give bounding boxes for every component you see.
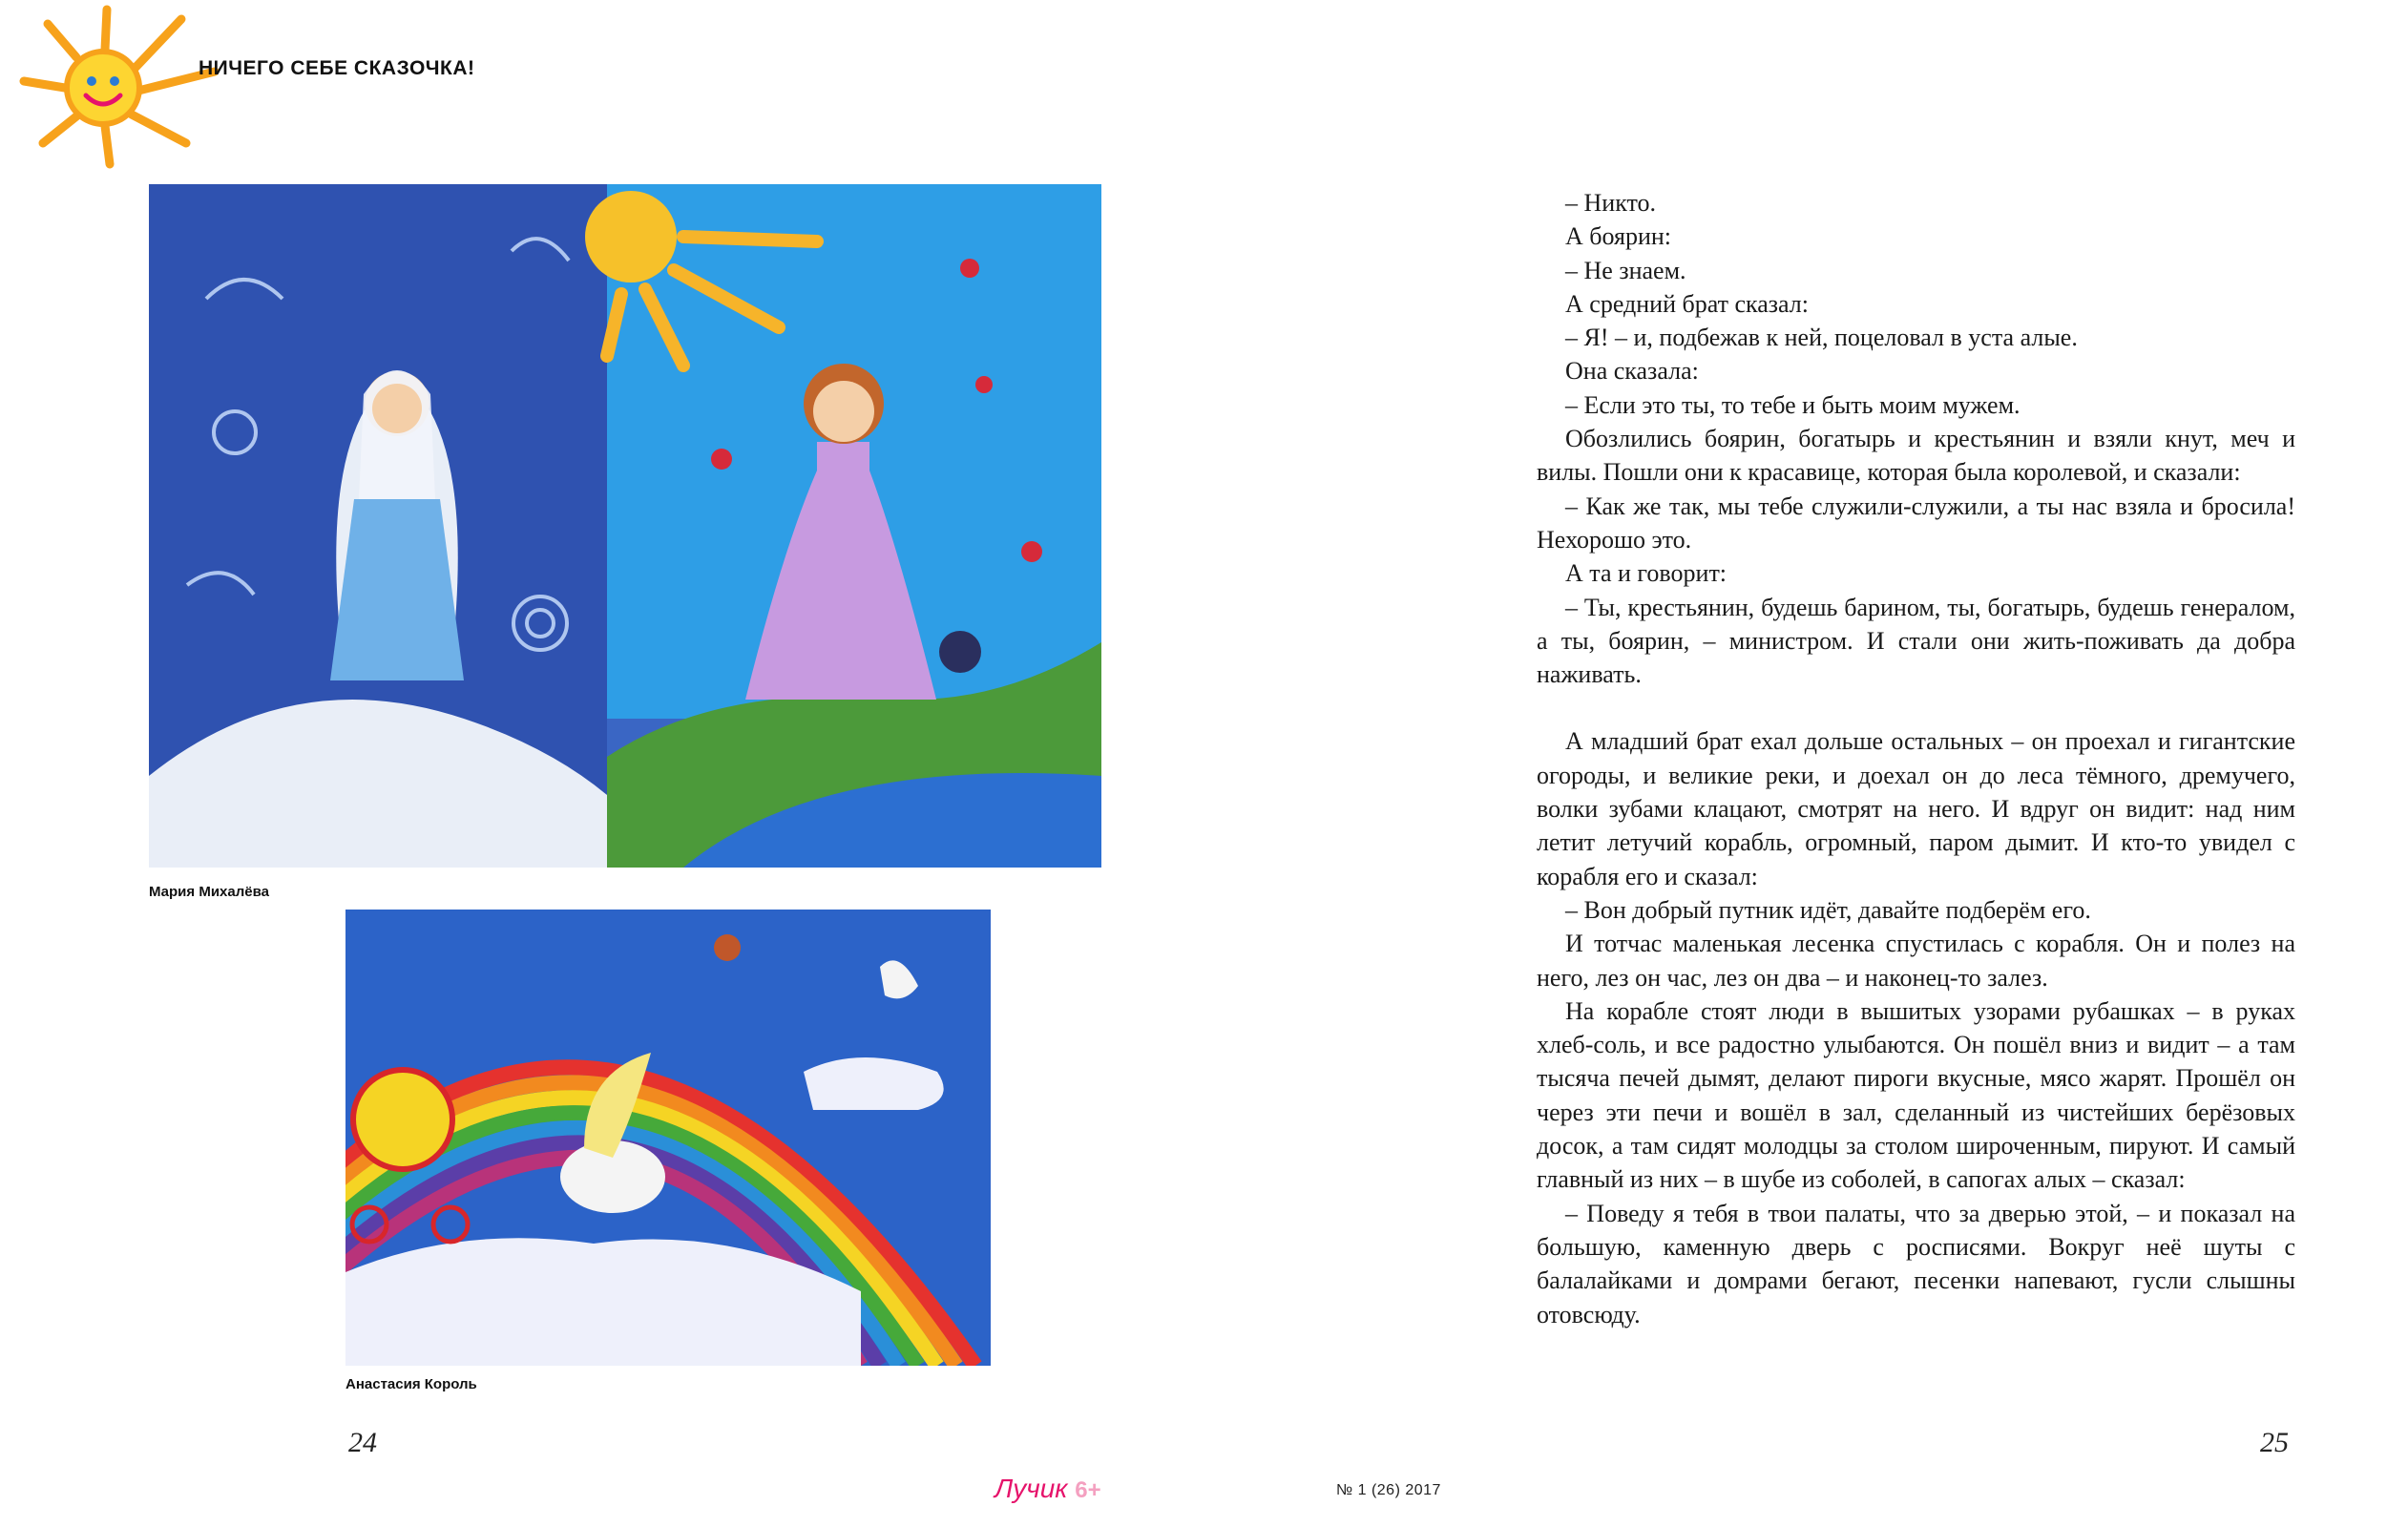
story-paragraph: – Поведу я тебя в твои палаты, что за дверью этой, – и показал на большую, каменную дверь с росписями. Вокруг неё шуты с балалайками и домрами бегают, песенки напевают, гусли слышны отовсюду. — [1537, 1199, 2295, 1328]
illustration-caption: Анастасия Король — [345, 1376, 477, 1392]
story-paragraph: И тотчас маленькая лесенка спустилась с корабля. Он и полез на него, лез он час, лез он два – и наконец-то залез. — [1537, 930, 2295, 992]
story-paragraph: Обозлились боярин, богатырь и крестьянин и взяли кнут, меч и вилы. Пошли они к красавице, которая была королевой, и сказали: — [1537, 425, 2295, 487]
story-text — [1537, 186, 2295, 1331]
story-paragraph: На корабле стоят люди в вышитых узорами рубашках – в руках хлеб-соль, и все радостно улыбаются. Он пошёл вниз и видит – а там тысяча печей дымят, делают пироги вкусные, мясо жарят. Прошёл он через эти печи и вошёл в зал, сделанный из чистейших берёзовых досок, а там сидят молодцы за столом широченным, пируют. И самый главный из них – в шубе из соболей, в сапогах алых – сказал: — [1537, 996, 2295, 1194]
sun-logo-icon — [19, 0, 239, 172]
story-paragraph: – Если это ты, то тебе и быть моим мужем. — [1565, 390, 2021, 419]
story-paragraph: А та и говорит: — [1565, 559, 1727, 588]
section-title: НИЧЕГО СЕБЕ СКАЗОЧКА! — [199, 57, 475, 79]
story-paragraph: – Как же так, мы тебе служили-служили, а ты нас взяла и бросила! Нехорошо это. — [1537, 492, 2295, 554]
illustration-caption: Мария Михалёва — [149, 884, 269, 900]
page-number-right: 25 — [2260, 1427, 2289, 1458]
story-paragraph: А боярин: — [1565, 222, 1672, 251]
issue-number: № 1 (26) 2017 — [1336, 1482, 1441, 1498]
illustration-rainbow-carriage — [345, 910, 991, 1366]
story-paragraph: – Не знаем. — [1565, 256, 1686, 284]
story-paragraph: А младший брат ехал дольше остальных – он проехал и гигантские огороды, и великие реки, и доехал он до леса тёмного, дремучего, волки зубами клацают, смотрят на него. И вдруг он видит: над ним летит летучий корабль, огромный, паром дымит. И кто-то увидел с корабля его и сказал: — [1537, 727, 2295, 890]
page-number-left: 24 — [348, 1427, 377, 1458]
age-rating: 6+ — [1075, 1477, 1101, 1503]
magazine-logo — [995, 1474, 1101, 1504]
paragraph-spacer — [1537, 691, 2295, 724]
illustration-ice-princess — [149, 184, 1101, 868]
story-paragraph: – Никто. — [1565, 189, 1656, 217]
story-paragraph: – Ты, крестьянин, будешь барином, ты, богатырь, будешь генералом, а ты, боярин, – министром. И стали они жить-поживать да добра наживать. — [1537, 593, 2295, 689]
story-paragraph: – Я! – и, подбежав к ней, поцеловал в уста алые. — [1565, 324, 2078, 352]
story-paragraph: Она сказала: — [1565, 357, 1699, 386]
story-paragraph: – Вон добрый путник идёт, давайте подберём его. — [1565, 895, 2091, 924]
story-paragraph: А средний брат сказал: — [1565, 289, 1809, 318]
magazine-name: Лучик — [995, 1474, 1068, 1503]
